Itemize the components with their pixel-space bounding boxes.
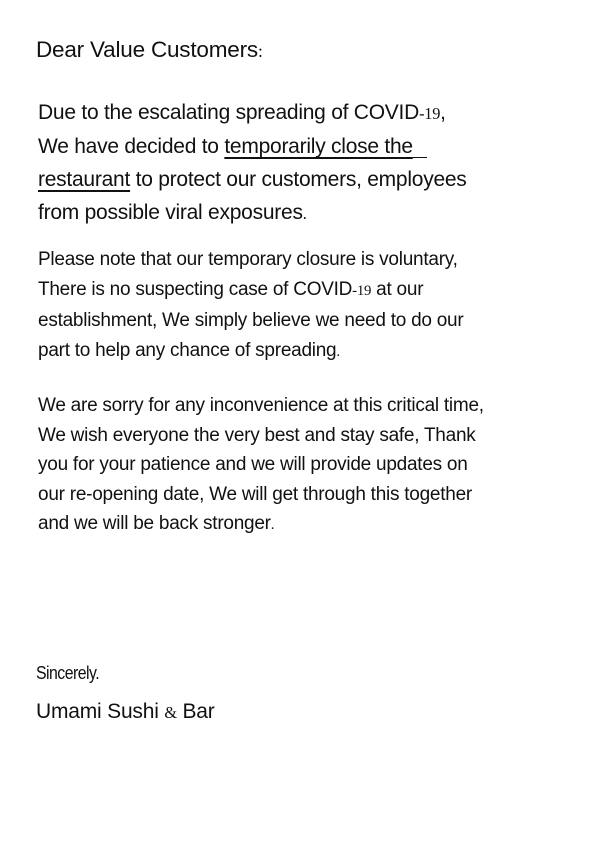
letter-greeting: [36, 36, 263, 65]
apology-paragraph: [38, 391, 583, 541]
paragraph-line: [38, 196, 583, 230]
covid-number: -19: [419, 104, 441, 123]
line-text: We have decided to: [38, 135, 225, 158]
paragraph-line: our re-opening date, We will get through this together: [38, 483, 472, 505]
paragraph-line: [38, 336, 583, 368]
paragraph-line: [38, 163, 583, 196]
line-punctuation: .: [270, 517, 275, 533]
paragraph-line: [38, 275, 583, 307]
paragraph-line: [38, 509, 583, 541]
paragraph-line: [38, 130, 583, 163]
line-text: to protect our customers, employees: [130, 168, 467, 191]
underline-extension: [413, 156, 427, 158]
greeting-text: Dear Value Customers: [36, 37, 258, 62]
signature-ampersand: &: [164, 703, 177, 722]
paragraph-line: Please note that our temporary closure is voluntary,: [38, 249, 458, 270]
underlined-phrase: temporarily close the: [224, 135, 413, 158]
paragraph-line: establishment, We simply believe we need to do our: [38, 310, 464, 331]
underlined-phrase: restaurant: [38, 168, 131, 191]
line-text: There is no suspecting case of COVID: [38, 278, 353, 300]
line-text: at our: [371, 278, 424, 300]
line-punctuation: .: [302, 204, 307, 223]
signature-name-part: Bar: [182, 700, 215, 723]
closure-announcement-paragraph: [38, 96, 583, 230]
line-punctuation: ,: [440, 101, 446, 124]
paragraph-line: We are sorry for any inconvenience at this critical time,: [38, 395, 484, 416]
voluntary-closure-paragraph: [38, 245, 583, 367]
line-text: from possible viral exposures: [38, 201, 303, 224]
signature-restaurant-name: [36, 698, 215, 727]
covid-number: -19: [352, 282, 372, 299]
paragraph-line: We wish everyone the very best and stay safe, Thank: [38, 424, 476, 446]
signature-name-part: Umami Sushi: [36, 700, 159, 723]
line-text: and we will be back stronger: [38, 513, 271, 534]
closing-salutation: Sincerely.: [36, 663, 100, 683]
line-text: Due to the escalating spreading of COVID: [38, 101, 420, 124]
greeting-colon: :: [257, 41, 263, 61]
line-punctuation: .: [336, 343, 340, 360]
paragraph-line: [38, 96, 583, 130]
line-text: part to help any chance of spreading: [38, 339, 337, 361]
paragraph-line: you for your patience and we will provide updates on: [38, 454, 468, 475]
